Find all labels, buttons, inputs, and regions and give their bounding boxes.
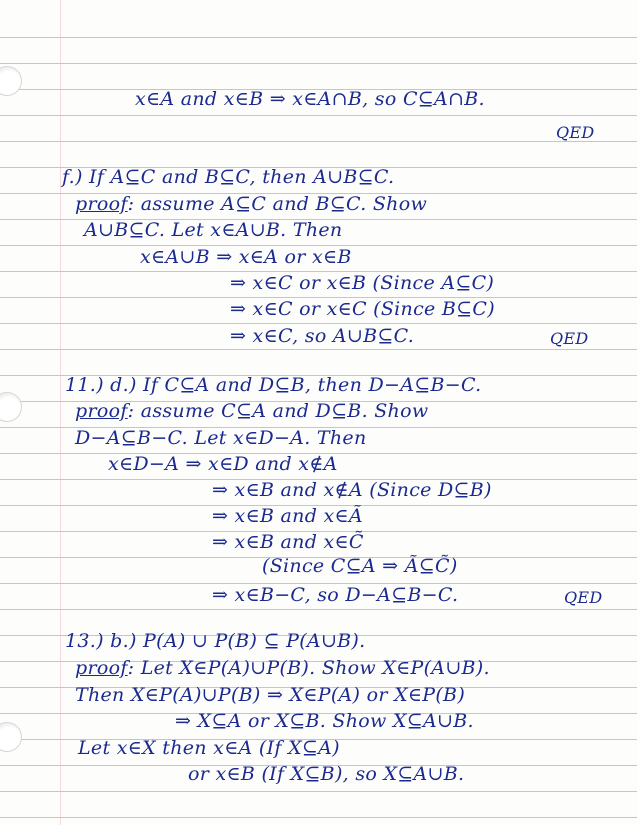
proof-label: proof <box>75 193 128 215</box>
qed-mark: QED <box>564 588 603 607</box>
problem-13b-line: or x∈B (If X⊆B), so X⊆A∪B. <box>188 763 465 785</box>
problem-13b-line: ⇒ X⊆A or X⊆B. Show X⊆A∪B. <box>175 710 474 732</box>
problem-13b-proof-line <box>75 657 490 679</box>
proof-label: proof <box>75 657 128 679</box>
problem-f-line: x∈A∪B ⇒ x∈A or x∈B <box>140 246 352 268</box>
problem-11d-line: D−A⊆B−C. Let x∈D−A. Then <box>75 427 367 449</box>
problem-f-line: ⇒ x∈C or x∈C (Since B⊆C) <box>230 298 495 320</box>
problem-13b-line: Then X∈P(A)∪P(B) ⇒ X∈P(A) or X∈P(B) <box>75 684 466 706</box>
problem-11d-line: ⇒ x∈B−C, so D−A⊆B−C. <box>212 584 459 606</box>
binder-hole <box>0 722 22 752</box>
proof-text: : assume A⊆C and B⊆C. Show <box>127 193 428 215</box>
binder-hole <box>0 392 22 422</box>
problem-f-line: ⇒ x∈C or x∈B (Since A⊆C) <box>230 272 495 294</box>
binder-hole <box>0 66 22 96</box>
problem-13b-line: Let x∈X then x∈A (If X⊆A) <box>78 737 340 759</box>
proof-text: : assume C⊆A and D⊆B. Show <box>127 400 429 422</box>
problem-f-proof-line <box>75 193 427 215</box>
problem-11d-statement: 11.) d.) If C⊆A and D⊆B, then D−A⊆B−C. <box>65 374 482 396</box>
margin-line <box>60 0 61 825</box>
problem-11d-line: ⇒ x∈B and x∈C̃ <box>212 531 364 553</box>
qed-mark: QED <box>556 123 595 142</box>
problem-f-line: A∪B⊆C. Let x∈A∪B. Then <box>84 219 343 241</box>
problem-f-statement: f.) If A⊆C and B⊆C, then A∪B⊆C. <box>62 166 395 188</box>
proof-label: proof <box>75 400 128 422</box>
problem-11d-line: (Since C⊆A ⇒ Ã⊆C̃) <box>262 555 458 577</box>
problem-11d-line: x∈D−A ⇒ x∈D and x∉A <box>108 453 338 475</box>
problem-11d-line: ⇒ x∈B and x∉A (Since D⊆B) <box>212 479 492 501</box>
problem-11d-proof-line <box>75 400 428 422</box>
problem-13b-statement: 13.) b.) P(A) ∪ P(B) ⊆ P(A∪B). <box>65 630 366 652</box>
proof-conclusion-line: x∈A and x∈B ⇒ x∈A∩B, so C⊆A∩B. <box>135 88 485 110</box>
proof-text: : Let X∈P(A)∪P(B). Show X∈P(A∪B). <box>127 657 490 679</box>
problem-f-line: ⇒ x∈C, so A∪B⊆C. <box>230 325 415 347</box>
qed-mark: QED <box>550 329 589 348</box>
problem-11d-line: ⇒ x∈B and x∈Ã <box>212 505 363 527</box>
